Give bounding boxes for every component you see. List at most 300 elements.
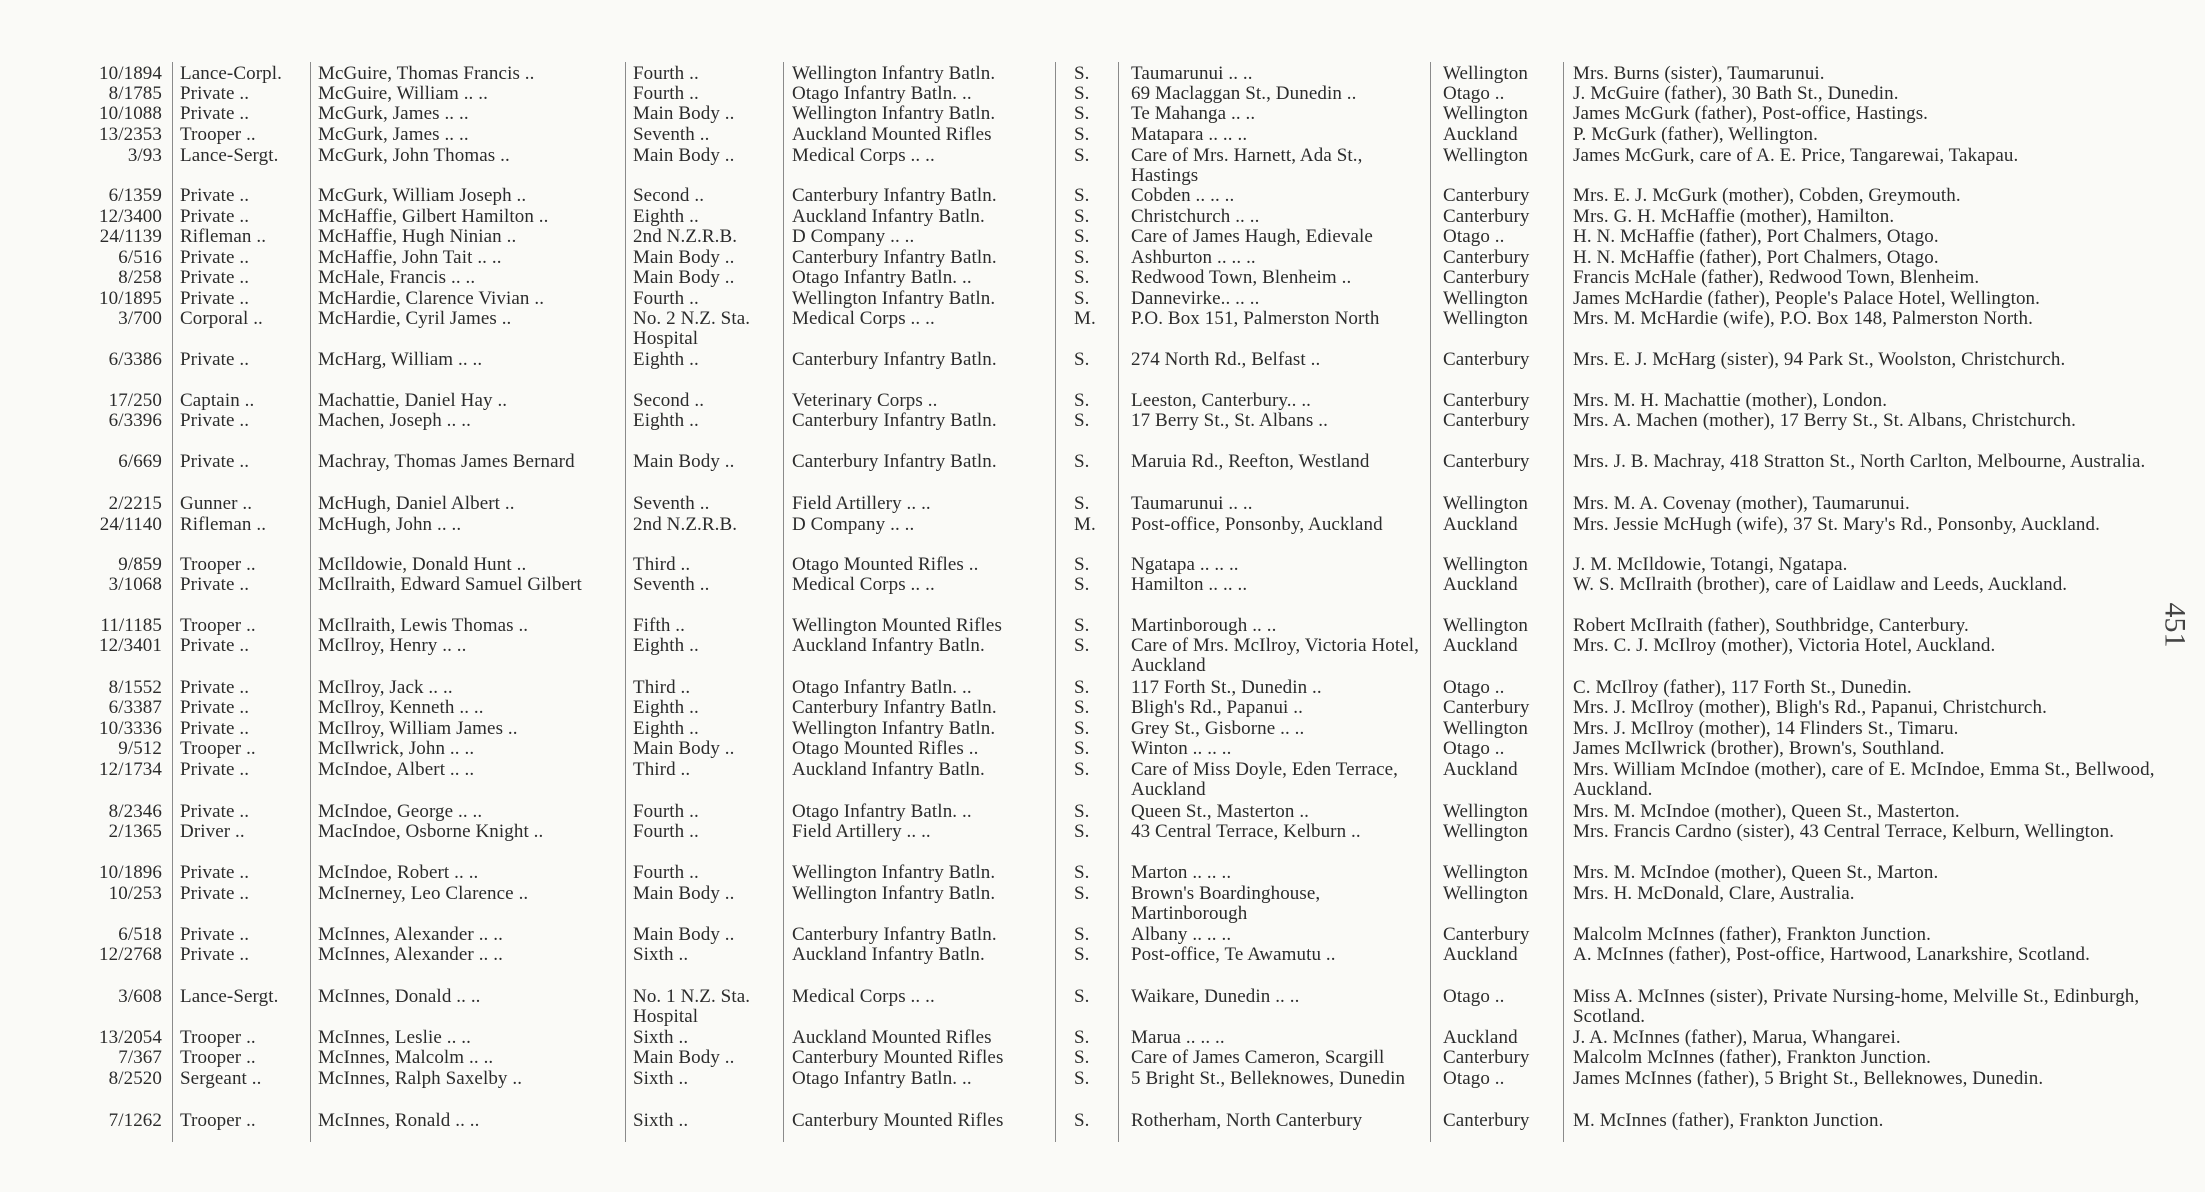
next-of-kin: Robert McIlraith (father), Southbridge, Canterbury. [1573, 615, 1969, 636]
page-number: 451 [2158, 602, 2192, 648]
regimental-number: 12/1734 [99, 759, 162, 780]
soldier-name: McIlroy, Henry .. .. [318, 635, 467, 656]
soldier-name: McHarg, William .. .. [318, 349, 483, 370]
soldier-name: McGurk, James .. .. [318, 124, 469, 145]
district: Canterbury [1443, 185, 1530, 206]
rank: Corporal .. [180, 308, 263, 329]
district: Auckland [1443, 759, 1518, 780]
unit: Third .. [633, 677, 691, 698]
next-of-kin: Mrs. C. J. McIlroy (mother), Victoria Hotel, Auckland. [1573, 635, 1996, 656]
unit: Fourth .. [633, 801, 699, 822]
last-address: Post-office, Te Awamutu .. [1131, 944, 1336, 965]
last-address: Ngatapa .. .. .. [1131, 554, 1239, 575]
marital-status: S. [1074, 821, 1090, 842]
corps: Otago Mounted Rifles .. [792, 738, 979, 759]
next-of-kin: A. McInnes (father), Post-office, Hartwood, Lanarkshire, Scotland. [1573, 944, 2090, 965]
rank: Lance-Corpl. [180, 63, 282, 84]
last-address: Christchurch .. .. [1131, 206, 1260, 227]
regimental-number: 8/1552 [108, 677, 162, 698]
next-of-kin: Malcolm McInnes (father), Frankton Junction. [1573, 1047, 1931, 1068]
unit: Main Body .. [633, 924, 735, 945]
marital-status: S. [1074, 554, 1090, 575]
soldier-name: McInnes, Ralph Saxelby .. [318, 1068, 523, 1089]
soldier-name: McGurk, John Thomas .. [318, 145, 510, 166]
unit: Seventh .. [633, 574, 710, 595]
district: Otago .. [1443, 677, 1505, 698]
next-of-kin: Mrs. J. McIlroy (mother), Bligh's Rd., Papanui, Christchurch. [1573, 697, 2047, 718]
district: Otago .. [1443, 738, 1505, 759]
rank: Private .. [180, 185, 250, 206]
last-address: 274 North Rd., Belfast .. [1131, 349, 1321, 370]
marital-status: S. [1074, 493, 1090, 514]
unit: 2nd N.Z.R.B. [633, 514, 738, 535]
marital-status: S. [1074, 451, 1090, 472]
unit: No. 1 N.Z. Sta. Hospital [633, 986, 751, 1027]
last-address: Care of Miss Doyle, Eden Terrace, Auckland [1131, 759, 1398, 800]
district: Canterbury [1443, 924, 1530, 945]
rank: Private .. [180, 635, 250, 656]
next-of-kin: Mrs. Francis Cardno (sister), 43 Central Terrace, Kelburn, Wellington. [1573, 821, 2115, 842]
marital-status: S. [1074, 862, 1090, 883]
corps: Auckland Mounted Rifles [792, 1027, 992, 1048]
next-of-kin: W. S. McIlraith (brother), care of Laidlaw and Leeds, Auckland. [1573, 574, 2068, 595]
regimental-number: 2/2215 [108, 493, 162, 514]
last-address: Maruia Rd., Reefton, Westland [1131, 451, 1370, 472]
next-of-kin: H. N. McHaffie (father), Port Chalmers, Otago. [1573, 247, 1939, 268]
rank: Trooper .. [180, 738, 256, 759]
rank: Private .. [180, 267, 250, 288]
next-of-kin: Mrs. Jessie McHugh (wife), 37 St. Mary's Rd., Ponsonby, Auckland. [1573, 514, 2100, 535]
regimental-number: 10/253 [108, 883, 162, 904]
unit: Fourth .. [633, 83, 699, 104]
regimental-number: 6/518 [118, 924, 162, 945]
corps: Field Artillery .. .. [792, 493, 931, 514]
column-divider [625, 62, 626, 1142]
column-divider [1118, 62, 1119, 1142]
unit: No. 2 N.Z. Sta. Hospital [633, 308, 751, 349]
marital-status: S. [1074, 206, 1090, 227]
district: Auckland [1443, 514, 1518, 535]
corps: Canterbury Infantry Batln. [792, 697, 997, 718]
marital-status: S. [1074, 145, 1090, 166]
marital-status: M. [1074, 514, 1096, 535]
next-of-kin: Mrs. M. McHardie (wife), P.O. Box 148, Palmerston North. [1573, 308, 2033, 329]
regimental-number: 24/1139 [99, 226, 162, 247]
last-address: Queen St., Masterton .. [1131, 801, 1310, 822]
district: Canterbury [1443, 206, 1530, 227]
marital-status: S. [1074, 697, 1090, 718]
last-address: Cobden .. .. .. [1131, 185, 1235, 206]
soldier-name: McInnes, Donald .. .. [318, 986, 481, 1007]
unit: Seventh .. [633, 124, 710, 145]
soldier-name: McIndoe, Albert .. .. [318, 759, 475, 780]
regimental-number: 13/2353 [99, 124, 162, 145]
marital-status: S. [1074, 83, 1090, 104]
rank: Private .. [180, 862, 250, 883]
last-address: Care of James Haugh, Edievale [1131, 226, 1373, 247]
column-divider [172, 62, 173, 1142]
next-of-kin: H. N. McHaffie (father), Port Chalmers, Otago. [1573, 226, 1939, 247]
marital-status: S. [1074, 185, 1090, 206]
column-divider [1055, 62, 1056, 1142]
rank: Private .. [180, 718, 250, 739]
last-address: Ashburton .. .. .. [1131, 247, 1256, 268]
district: Auckland [1443, 635, 1518, 656]
corps: Wellington Infantry Batln. [792, 862, 996, 883]
district: Wellington [1443, 883, 1528, 904]
next-of-kin: C. McIlroy (father), 117 Forth St., Dunedin. [1573, 677, 1912, 698]
marital-status: M. [1074, 308, 1096, 329]
unit: Main Body .. [633, 738, 735, 759]
regimental-number: 6/516 [118, 247, 162, 268]
regimental-number: 11/1185 [100, 615, 162, 636]
unit: Sixth .. [633, 1027, 689, 1048]
soldier-name: McInnes, Alexander .. .. [318, 944, 503, 965]
soldier-name: MacIndoe, Osborne Knight .. [318, 821, 544, 842]
last-address: Bligh's Rd., Papanui .. [1131, 697, 1303, 718]
marital-status: S. [1074, 759, 1090, 780]
district: Wellington [1443, 718, 1528, 739]
regimental-number: 12/2768 [99, 944, 162, 965]
district: Wellington [1443, 821, 1528, 842]
rank: Rifleman .. [180, 226, 267, 247]
marital-status: S. [1074, 677, 1090, 698]
corps: Canterbury Infantry Batln. [792, 349, 997, 370]
rank: Private .. [180, 944, 250, 965]
last-address: 17 Berry St., St. Albans .. [1131, 410, 1328, 431]
marital-status: S. [1074, 986, 1090, 1007]
district: Canterbury [1443, 1047, 1530, 1068]
corps: Otago Infantry Batln. .. [792, 801, 972, 822]
soldier-name: McInnes, Leslie .. .. [318, 1027, 472, 1048]
last-address: Martinborough .. .. [1131, 615, 1277, 636]
corps: Otago Infantry Batln. .. [792, 677, 972, 698]
district: Auckland [1443, 124, 1518, 145]
rank: Trooper .. [180, 615, 256, 636]
last-address: Waikare, Dunedin .. .. [1131, 986, 1300, 1007]
soldier-name: McIndoe, George .. .. [318, 801, 483, 822]
unit: Seventh .. [633, 493, 710, 514]
district: Otago .. [1443, 83, 1505, 104]
corps: Medical Corps .. .. [792, 574, 935, 595]
soldier-name: McGuire, William .. .. [318, 83, 488, 104]
rank: Lance-Sergt. [180, 145, 279, 166]
district: Auckland [1443, 574, 1518, 595]
corps: Otago Infantry Batln. .. [792, 267, 972, 288]
next-of-kin: Malcolm McInnes (father), Frankton Junction. [1573, 924, 1931, 945]
unit: Third .. [633, 554, 691, 575]
next-of-kin: James McInnes (father), 5 Bright St., Belleknowes, Dunedin. [1573, 1068, 2044, 1089]
soldier-name: Machray, Thomas James Bernard [318, 451, 575, 472]
regimental-number: 8/1785 [108, 83, 162, 104]
corps: Canterbury Infantry Batln. [792, 185, 997, 206]
last-address: Taumarunui .. .. [1131, 493, 1253, 514]
marital-status: S. [1074, 226, 1090, 247]
soldier-name: McGurk, William Joseph .. [318, 185, 527, 206]
rank: Private .. [180, 759, 250, 780]
unit: Eighth .. [633, 718, 699, 739]
regimental-number: 3/700 [118, 308, 162, 329]
marital-status: S. [1074, 718, 1090, 739]
rank: Private .. [180, 801, 250, 822]
last-address: Albany .. .. .. [1131, 924, 1232, 945]
regimental-number: 10/1896 [99, 862, 162, 883]
corps: Wellington Infantry Batln. [792, 63, 996, 84]
next-of-kin: Mrs. M. McIndoe (mother), Queen St., Masterton. [1573, 801, 1960, 822]
unit: Third .. [633, 759, 691, 780]
regimental-number: 9/512 [118, 738, 162, 759]
district: Otago .. [1443, 226, 1505, 247]
district: Wellington [1443, 862, 1528, 883]
rank: Driver .. [180, 821, 245, 842]
rank: Private .. [180, 247, 250, 268]
soldier-name: McHardie, Cyril James .. [318, 308, 512, 329]
marital-status: S. [1074, 924, 1090, 945]
regimental-number: 2/1365 [108, 821, 162, 842]
marital-status: S. [1074, 944, 1090, 965]
regimental-number: 7/367 [118, 1047, 162, 1068]
soldier-name: McGuire, Thomas Francis .. [318, 63, 535, 84]
marital-status: S. [1074, 288, 1090, 309]
next-of-kin: Mrs. J. B. Machray, 418 Stratton St., North Carlton, Melbourne, Australia. [1573, 451, 2146, 472]
rank: Trooper .. [180, 1027, 256, 1048]
district: Wellington [1443, 308, 1528, 329]
unit: Main Body .. [633, 247, 735, 268]
regimental-number: 6/3387 [108, 697, 162, 718]
next-of-kin: Mrs. H. McDonald, Clare, Australia. [1573, 883, 1855, 904]
rank: Trooper .. [180, 1047, 256, 1068]
marital-status: S. [1074, 1110, 1090, 1131]
regimental-number: 9/859 [118, 554, 162, 575]
next-of-kin: Mrs. Burns (sister), Taumarunui. [1573, 63, 1825, 84]
district: Wellington [1443, 801, 1528, 822]
unit: Eighth .. [633, 635, 699, 656]
corps: Canterbury Infantry Batln. [792, 247, 997, 268]
soldier-name: Machen, Joseph .. .. [318, 410, 471, 431]
corps: Medical Corps .. .. [792, 986, 935, 1007]
regimental-number: 10/3336 [99, 718, 162, 739]
last-address: Te Mahanga .. .. [1131, 103, 1256, 124]
rank: Gunner .. [180, 493, 253, 514]
marital-status: S. [1074, 801, 1090, 822]
next-of-kin: M. McInnes (father), Frankton Junction. [1573, 1110, 1884, 1131]
regimental-number: 7/1262 [108, 1110, 162, 1131]
corps: Canterbury Infantry Batln. [792, 924, 997, 945]
soldier-name: McIlroy, William James .. [318, 718, 518, 739]
corps: Wellington Infantry Batln. [792, 718, 996, 739]
corps: Canterbury Infantry Batln. [792, 451, 997, 472]
last-address: P.O. Box 151, Palmerston North [1131, 308, 1380, 329]
corps: Otago Infantry Batln. .. [792, 1068, 972, 1089]
regimental-number: 24/1140 [99, 514, 162, 535]
soldier-name: McInnes, Alexander .. .. [318, 924, 503, 945]
last-address: Leeston, Canterbury.. .. [1131, 390, 1312, 411]
regimental-number: 6/1359 [108, 185, 162, 206]
soldier-name: McIlraith, Lewis Thomas .. [318, 615, 529, 636]
last-address: Redwood Town, Blenheim .. [1131, 267, 1352, 288]
unit: Second .. [633, 185, 705, 206]
corps: Canterbury Mounted Rifles [792, 1047, 1004, 1068]
district: Auckland [1443, 1027, 1518, 1048]
soldier-name: McIldowie, Donald Hunt .. [318, 554, 527, 575]
rank: Private .. [180, 883, 250, 904]
last-address: Grey St., Gisborne .. .. [1131, 718, 1305, 739]
district: Wellington [1443, 615, 1528, 636]
regimental-number: 6/669 [118, 451, 162, 472]
soldier-name: McInnes, Ronald .. .. [318, 1110, 480, 1131]
district: Canterbury [1443, 1110, 1530, 1131]
next-of-kin: Mrs. William McIndoe (mother), care of E. McIndoe, Emma St., Bellwood, Auckland. [1573, 759, 2155, 800]
last-address: Care of James Cameron, Scargill [1131, 1047, 1385, 1068]
marital-status: S. [1074, 1027, 1090, 1048]
next-of-kin: Mrs. M. H. Machattie (mother), London. [1573, 390, 1888, 411]
last-address: Marton .. .. .. [1131, 862, 1232, 883]
marital-status: S. [1074, 103, 1090, 124]
marital-status: S. [1074, 635, 1090, 656]
unit: Main Body .. [633, 267, 735, 288]
regimental-number: 8/2520 [108, 1068, 162, 1089]
soldier-name: McIlraith, Edward Samuel Gilbert [318, 574, 582, 595]
last-address: Care of Mrs. McIlroy, Victoria Hotel, Auckland [1131, 635, 1420, 676]
last-address: 5 Bright St., Belleknowes, Dunedin [1131, 1068, 1406, 1089]
next-of-kin: J. A. McInnes (father), Marua, Whangarei. [1573, 1027, 1901, 1048]
regimental-number: 8/258 [118, 267, 162, 288]
unit: Fourth .. [633, 821, 699, 842]
column-divider [1563, 62, 1564, 1142]
marital-status: S. [1074, 615, 1090, 636]
regimental-number: 13/2054 [99, 1027, 162, 1048]
corps: Medical Corps .. .. [792, 145, 935, 166]
next-of-kin: Mrs. M. McIndoe (mother), Queen St., Marton. [1573, 862, 1939, 883]
regimental-number: 12/3401 [99, 635, 162, 656]
corps: Field Artillery .. .. [792, 821, 931, 842]
corps: Wellington Infantry Batln. [792, 288, 996, 309]
last-address: Rotherham, North Canterbury [1131, 1110, 1363, 1131]
rank: Trooper .. [180, 1110, 256, 1131]
corps: Veterinary Corps .. [792, 390, 938, 411]
column-divider [1430, 62, 1431, 1142]
unit: Eighth .. [633, 410, 699, 431]
district: Canterbury [1443, 349, 1530, 370]
rank: Private .. [180, 574, 250, 595]
corps: Wellington Infantry Batln. [792, 103, 996, 124]
next-of-kin: Mrs. E. J. McHarg (sister), 94 Park St., Woolston, Christchurch. [1573, 349, 2066, 370]
marital-status: S. [1074, 63, 1090, 84]
unit: Fourth .. [633, 288, 699, 309]
next-of-kin: Mrs. M. A. Covenay (mother), Taumarunui. [1573, 493, 1910, 514]
corps: Auckland Infantry Batln. [792, 635, 985, 656]
last-address: Winton .. .. .. [1131, 738, 1232, 759]
marital-status: S. [1074, 390, 1090, 411]
district: Canterbury [1443, 247, 1530, 268]
soldier-name: Machattie, Daniel Hay .. [318, 390, 508, 411]
soldier-name: McHaffie, Gilbert Hamilton .. [318, 206, 549, 227]
corps: D Company .. .. [792, 514, 915, 535]
next-of-kin: J. M. McIldowie, Totangi, Ngatapa. [1573, 554, 1848, 575]
regimental-number: 6/3396 [108, 410, 162, 431]
corps: Wellington Mounted Rifles [792, 615, 1002, 636]
regimental-number: 10/1894 [99, 63, 162, 84]
district: Canterbury [1443, 697, 1530, 718]
next-of-kin: P. McGurk (father), Wellington. [1573, 124, 1819, 145]
rank: Private .. [180, 677, 250, 698]
rank: Private .. [180, 103, 250, 124]
soldier-name: McGurk, James .. .. [318, 103, 469, 124]
unit: Main Body .. [633, 451, 735, 472]
district: Wellington [1443, 288, 1528, 309]
soldier-name: McHugh, Daniel Albert .. [318, 493, 515, 514]
next-of-kin: Mrs. E. J. McGurk (mother), Cobden, Greymouth. [1573, 185, 1961, 206]
last-address: 69 Maclaggan St., Dunedin .. [1131, 83, 1357, 104]
corps: Medical Corps .. .. [792, 308, 935, 329]
regimental-number: 17/250 [108, 390, 162, 411]
soldier-name: McHugh, John .. .. [318, 514, 462, 535]
rank: Trooper .. [180, 124, 256, 145]
regimental-number: 10/1895 [99, 288, 162, 309]
district: Canterbury [1443, 451, 1530, 472]
rank: Private .. [180, 288, 250, 309]
marital-status: S. [1074, 124, 1090, 145]
last-address: 117 Forth St., Dunedin .. [1131, 677, 1322, 698]
corps: Canterbury Mounted Rifles [792, 1110, 1004, 1131]
district: Wellington [1443, 63, 1528, 84]
unit: Main Body .. [633, 1047, 735, 1068]
marital-status: S. [1074, 883, 1090, 904]
marital-status: S. [1074, 349, 1090, 370]
last-address: Matapara .. .. .. [1131, 124, 1248, 145]
soldier-name: McHaffie, Hugh Ninian .. [318, 226, 517, 247]
soldier-name: McIlroy, Kenneth .. .. [318, 697, 484, 718]
rank: Captain .. [180, 390, 255, 411]
corps: Canterbury Infantry Batln. [792, 410, 997, 431]
soldier-name: McHale, Francis .. .. [318, 267, 476, 288]
next-of-kin: James McHardie (father), People's Palace Hotel, Wellington. [1573, 288, 2040, 309]
marital-status: S. [1074, 574, 1090, 595]
next-of-kin: James McGurk (father), Post-office, Hastings. [1573, 103, 1929, 124]
soldier-name: McIlroy, Jack .. .. [318, 677, 453, 698]
regimental-number: 12/3400 [99, 206, 162, 227]
soldier-name: McHardie, Clarence Vivian .. [318, 288, 545, 309]
unit: Sixth .. [633, 1068, 689, 1089]
next-of-kin: Mrs. J. McIlroy (mother), 14 Flinders St., Timaru. [1573, 718, 1959, 739]
column-divider [310, 62, 311, 1142]
unit: Sixth .. [633, 1110, 689, 1131]
unit: Fourth .. [633, 862, 699, 883]
rank: Sergeant .. [180, 1068, 262, 1089]
unit: Main Body .. [633, 883, 735, 904]
rank: Private .. [180, 697, 250, 718]
district: Wellington [1443, 554, 1528, 575]
corps: Wellington Infantry Batln. [792, 883, 996, 904]
corps: Auckland Infantry Batln. [792, 944, 985, 965]
district: Canterbury [1443, 390, 1530, 411]
regimental-number: 10/1088 [99, 103, 162, 124]
soldier-name: McInnes, Malcolm .. .. [318, 1047, 494, 1068]
unit: Main Body .. [633, 145, 735, 166]
unit: Fourth .. [633, 63, 699, 84]
district: Otago .. [1443, 1068, 1505, 1089]
rank: Trooper .. [180, 554, 256, 575]
district: Wellington [1443, 493, 1528, 514]
unit: Fifth .. [633, 615, 686, 636]
regimental-number: 3/93 [127, 145, 162, 166]
last-address: Hamilton .. .. .. [1131, 574, 1248, 595]
corps: Auckland Mounted Rifles [792, 124, 992, 145]
last-address: Care of Mrs. Harnett, Ada St., Hastings [1131, 145, 1363, 186]
marital-status: S. [1074, 1068, 1090, 1089]
regimental-number: 6/3386 [108, 349, 162, 370]
marital-status: S. [1074, 1047, 1090, 1068]
